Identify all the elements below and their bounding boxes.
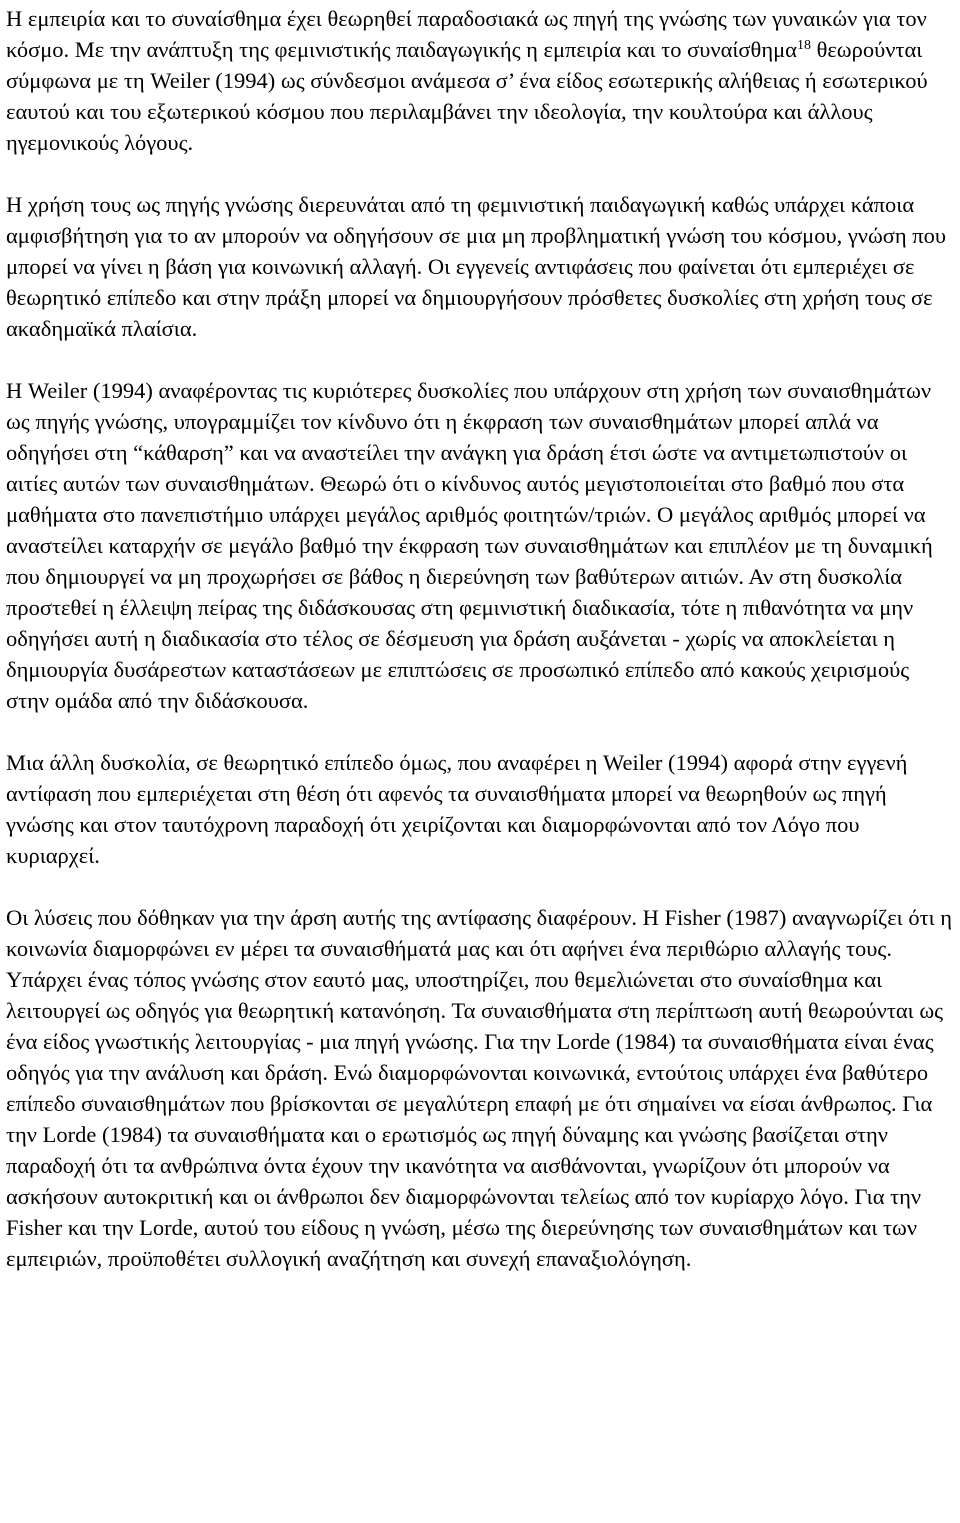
paragraph-2-text: Η χρήση τους ως πηγής γνώσης διερευνάται από τη φεμινιστική παιδαγωγική καθώς υπάρχει κάποια αμφισβήτηση για το αν μπορούν να οδηγήσουν σε μια μη προβληματική γνώση του κόσμου, γνώση που μπορεί να γίνει η βάση για κοινωνική αλλαγή. Οι εγγενείς αντιφάσεις που φαίνεται ότι εμπεριέχει σε θεωρητικό επίπεδο και στην πράξη μπορεί να δημιουργήσουν πρόσθετες δυσκολίες στη χρήση τους σε ακαδημαϊκά πλαίσια. [6, 192, 947, 341]
paragraph-1-text-b: θεωρούνται σύμφωνα με τη Weiler (1994) ως σύνδεσμοι ανάμεσα σ’ ένα είδος εσωτερικής αλήθειας ή εσωτερικού εαυτού και του εξωτερικού κόσμου που περιλαμβάνει την ιδεολογία, την κουλτούρα και άλλους ηγεμονικούς λόγους. [6, 37, 928, 155]
paragraph-4-text: Μια άλλη δυσκολία, σε θεωρητικό επίπεδο όμως, που αναφέρει η Weiler (1994) αφορά στην εγγενή αντίφαση που εμπεριέχεται στη θέση ότι αφενός τα συναισθήματα μπορεί να θεωρηθούν ως πηγή γνώσης και στον ταυτόχρονη παραδοχή ότι χειρίζονται και διαμορφώνονται από τον Λόγο που κυριαρχεί. [6, 750, 908, 868]
paragraph-4 [6, 747, 954, 871]
paragraph-1 [6, 3, 954, 158]
paragraph-5 [6, 902, 954, 1274]
footnote-marker-18[interactable]: 18 [796, 38, 811, 53]
paragraph-3 [6, 375, 954, 716]
paragraph-3-text: Η Weiler (1994) αναφέροντας τις κυριότερες δυσκολίες που υπάρχουν στη χρήση των συναισθημάτων ως πηγής γνώσης, υπογραμμίζει τον κίνδυνο ότι η έκφραση των συναισθημάτων μπορεί απλά να οδηγήσει στη “κάθαρση” και να αναστείλει την ανάγκη για δράση έτσι ώστε να αντιμετωπιστούν οι αιτίες αυτών των συναισθημάτων. Θεωρώ ότι ο κίνδυνος αυτός μεγιστοποιείται στο βαθμό που στα μαθήματα στο πανεπιστήμιο υπάρχει μεγάλος αριθμός φοιτητών/τριών. Ο μεγάλος αριθμός μπορεί να αναστείλει καταρχήν σε μεγάλο βαθμό την έκφραση των συναισθημάτων και επιπλέον με τη δυναμική που δημιουργεί να μη προχωρήσει σε βάθος η διερεύνηση των βαθύτερων αιτιών. Αν στη δυσκολία προστεθεί η έλλειψη πείρας της διδάσκουσας στη φεμινιστική διαδικασία, τότε η πιθανότητα να μην οδηγήσει αυτή η διαδικασία στο τέλος σε δέσμευση για δράση αυξάνεται - χωρίς να αποκλείεται η δημιουργία δυσάρεστων καταστάσεων με επιπτώσεις σε προσωπικό επίπεδο από κακούς χειρισμούς στην ομάδα από την διδάσκουσα. [6, 378, 933, 713]
paragraph-5-text: Οι λύσεις που δόθηκαν για την άρση αυτής της αντίφασης διαφέρουν. Η Fisher (1987) αναγνωρίζει ότι η κοινωνία διαμορφώνει εν μέρει τα συναισθήματά μας και ότι αφήνει ένα περιθώριο αλλαγής τους. Υπάρχει ένας τόπος γνώσης στον εαυτό μας, υποστηρίζει, που θεμελιώνεται στο συναίσθημα και λειτουργεί ως οδηγός για θεωρητική κατανόηση. Τα συναισθήματα στη περίπτωση αυτή θεωρούνται ως ένα είδος γνωστικής λειτουργίας - μια πηγή γνώσης. Για την Lorde (1984) τα συναισθήματα είναι ένας οδηγός για την ανάλυση και δράση. Ενώ διαμορφώνονται κοινωνικά, εντούτοις υπάρχει ένα βαθύτερο επίπεδο συναισθημάτων που βρίσκονται σε μεγαλύτερη επαφή με ότι σημαίνει να είσαι άνθρωπος. Για την Lorde (1984) τα συναισθήματα και ο ερωτισμός ως πηγή δύναμης και γνώσης βασίζεται στην παραδοχή ότι τα ανθρώπινα όντα έχουν την ικανότητα να αισθάνονται, γνωρίζουν ότι μπορούν να ασκήσουν αυτοκριτική και οι άνθρωποι δεν διαμορφώνονται τελείως από τον κυρίαρχο λόγο. Για την Fisher και την Lorde, αυτού του είδους η γνώση, μέσω της διερεύνησης των συναισθημάτων και των εμπειριών, προϋποθέτει συλλογική αναζήτηση και συνεχή επαναξιολόγηση. [6, 905, 953, 1271]
paragraph-2 [6, 189, 954, 344]
paragraph-1-text-a: Η εμπειρία και το συναίσθημα έχει θεωρηθεί παραδοσιακά ως πηγή της γνώσης των γυναικών για τον κόσμο. Με την ανάπτυξη της φεμινιστικής παιδαγωγικής η εμπειρία και το συναίσθημα [6, 6, 927, 62]
